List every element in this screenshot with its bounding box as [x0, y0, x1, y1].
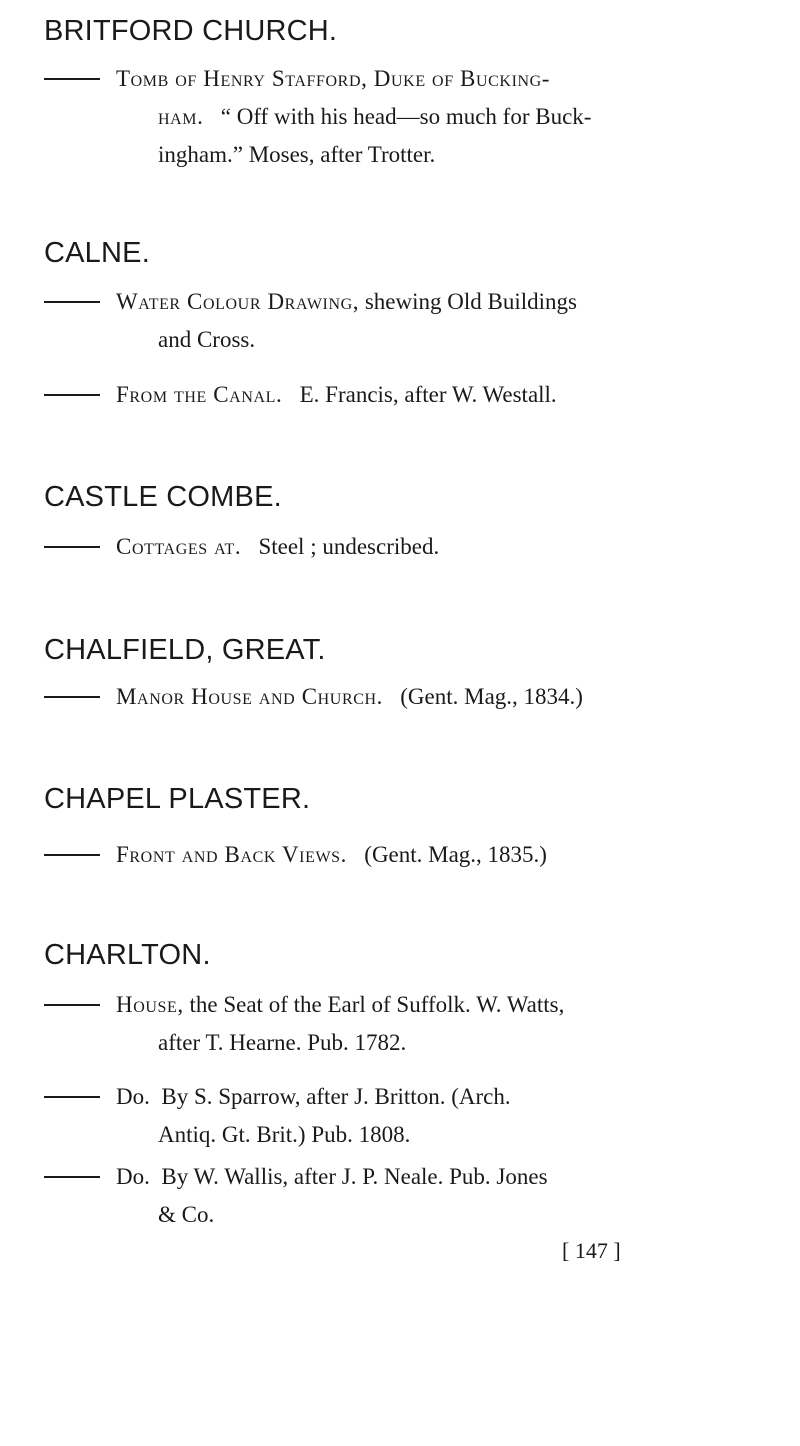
section-heading-charlton: CHARLTON.	[44, 939, 211, 971]
entry-text: after T. Hearne. Pub. 1782.	[158, 1030, 407, 1055]
entry-line	[44, 528, 744, 566]
entry-dash	[44, 301, 100, 303]
entry-house-seat-of-earl	[44, 986, 744, 1062]
entry-dash	[44, 394, 100, 396]
entry-cottages-at	[44, 528, 744, 566]
entry-text: “ Off with his head—so much for Buck-	[220, 104, 592, 129]
entry-line	[44, 98, 744, 136]
entry-text: (Gent. Mag., 1835.)	[364, 842, 547, 867]
entry-line	[44, 986, 744, 1024]
entry-text: & Co.	[158, 1202, 215, 1227]
entry-line	[44, 1196, 744, 1234]
entry-title: Front and Back Views.	[116, 842, 348, 867]
entry-dash	[44, 696, 100, 698]
section-heading-calne: CALNE.	[44, 237, 150, 269]
entry-text: E. Francis, after W. Westall.	[299, 382, 557, 407]
entry-dash	[44, 546, 100, 548]
entry-dash	[44, 78, 100, 80]
section-heading-britford-church: BRITFORD CHURCH.	[44, 15, 338, 47]
entry-title-continuation: ham.	[158, 104, 204, 129]
entry-line	[44, 60, 744, 98]
section-heading-castle-combe: CASTLE COMBE.	[44, 481, 282, 513]
entry-line	[44, 836, 744, 874]
entry-line	[44, 1024, 744, 1062]
entry-text: shewing Old Buildings	[364, 289, 577, 314]
entry-text: ingham.” Moses, after Trotter.	[158, 142, 436, 167]
entry-do-sparrow	[44, 1078, 744, 1154]
entry-line	[44, 678, 744, 716]
entry-line	[44, 136, 744, 174]
entry-text: (Gent. Mag., 1834.)	[400, 684, 583, 709]
entry-dash	[44, 1176, 100, 1178]
entry-title: Do.	[116, 1084, 150, 1109]
entry-line	[44, 321, 744, 359]
entry-title: From the Canal.	[116, 382, 283, 407]
entry-manor-house-and-church	[44, 678, 744, 716]
entry-line	[44, 1078, 744, 1116]
entry-title: House,	[116, 992, 184, 1017]
entry-water-colour-drawing	[44, 283, 744, 359]
entry-line	[44, 283, 744, 321]
entry-do-wallis	[44, 1158, 744, 1234]
entry-line	[44, 1158, 744, 1196]
entry-title: Do.	[116, 1164, 150, 1189]
entry-text: By S. Sparrow, after J. Britton. (Arch.	[161, 1084, 511, 1109]
entry-text: and Cross.	[158, 327, 256, 352]
entry-from-the-canal	[44, 376, 744, 414]
entry-title: Tomb of Henry Stafford, Duke of Bucking-	[116, 66, 551, 91]
entry-tomb-of-henry-stafford	[44, 60, 744, 174]
entry-title: Manor House and Church.	[116, 684, 383, 709]
entry-text: the Seat of the Earl of Suffolk. W. Watts,	[189, 992, 565, 1017]
entry-text: Antiq. Gt. Brit.) Pub. 1808.	[158, 1122, 411, 1147]
entry-dash	[44, 854, 100, 856]
section-heading-chalfield-great: CHALFIELD, GREAT.	[44, 634, 326, 666]
entry-title: Water Colour Drawing,	[116, 289, 360, 314]
entry-line	[44, 1116, 744, 1154]
section-heading-chapel-plaster: CHAPEL PLASTER.	[44, 783, 311, 815]
entry-dash	[44, 1096, 100, 1098]
entry-line	[44, 376, 744, 414]
entry-title: Cottages at.	[116, 534, 242, 559]
entry-text: Steel ; undescribed.	[258, 534, 440, 559]
entry-text: By W. Wallis, after J. P. Neale. Pub. Jones	[161, 1164, 548, 1189]
page-number: [ 147 ]	[562, 1238, 621, 1263]
entry-front-and-back-views	[44, 836, 744, 874]
entry-dash	[44, 1004, 100, 1006]
